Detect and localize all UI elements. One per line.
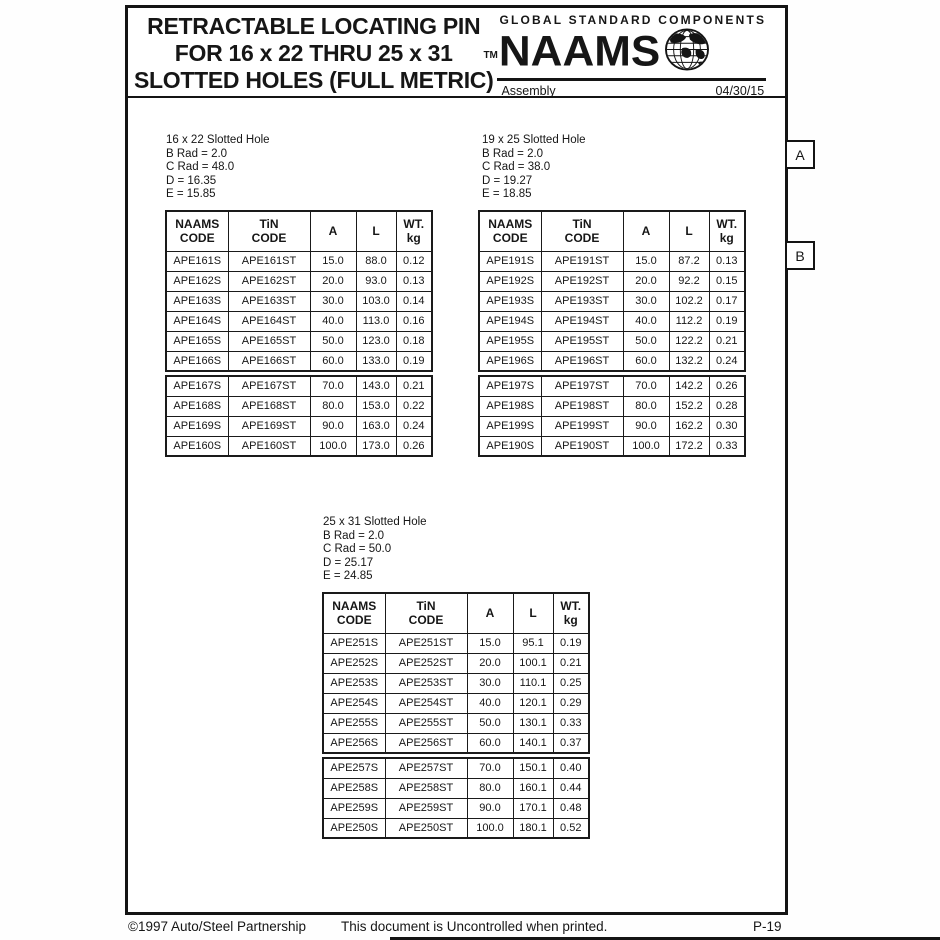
table-row	[166, 436, 432, 456]
table-cell: 0.22	[396, 396, 432, 416]
table-row	[166, 311, 432, 331]
table-cell: 0.16	[396, 311, 432, 331]
table-cell: 15.0	[623, 251, 669, 271]
column-header-tin-code: TiN CODE	[228, 211, 310, 251]
table-cell: APE166ST	[228, 351, 310, 371]
table-row	[479, 351, 745, 371]
table-cell: APE250ST	[385, 818, 467, 838]
table-cell: APE160ST	[228, 436, 310, 456]
table-cell: APE195S	[479, 331, 541, 351]
globe-icon	[664, 28, 710, 76]
table-cell: APE195ST	[541, 331, 623, 351]
table-cell: 70.0	[310, 376, 356, 396]
column-header-wt-kg: WT. kg	[709, 211, 745, 251]
table-cell: APE165S	[166, 331, 228, 351]
table-cell: 0.48	[553, 798, 589, 818]
table-cell: APE254S	[323, 693, 385, 713]
note-line: 19 x 25 Slotted Hole	[482, 134, 586, 146]
table-cell: 0.18	[396, 331, 432, 351]
table-cell: 150.1	[513, 758, 553, 778]
table-cell: 100.1	[513, 653, 553, 673]
table-cell: 0.21	[553, 653, 589, 673]
table-row	[323, 673, 589, 693]
table-cell: APE255S	[323, 713, 385, 733]
table-cell: APE258ST	[385, 778, 467, 798]
table-cell: 0.24	[709, 351, 745, 371]
table-cell: 60.0	[623, 351, 669, 371]
table-cell: 112.2	[669, 311, 709, 331]
table-cell: 50.0	[467, 713, 513, 733]
table-cell: APE194S	[479, 311, 541, 331]
table-cell: APE196S	[479, 351, 541, 371]
page-title	[128, 8, 493, 96]
table-cell: APE256S	[323, 733, 385, 753]
table-cell: 0.13	[396, 271, 432, 291]
table-row	[166, 416, 432, 436]
table-cell: APE258S	[323, 778, 385, 798]
brand-name: NAAMS	[498, 27, 661, 75]
table-cell: 132.2	[669, 351, 709, 371]
table-cell: 170.1	[513, 798, 553, 818]
brand-block	[483, 10, 767, 98]
note-line: B Rad = 2.0	[166, 147, 228, 160]
table-cell: 20.0	[467, 653, 513, 673]
table-cell: APE253ST	[385, 673, 467, 693]
column-header-l: L	[513, 593, 553, 633]
table-cell: 0.40	[553, 758, 589, 778]
table-cell: APE192ST	[541, 271, 623, 291]
table-row	[479, 291, 745, 311]
note-line: E = 18.85	[482, 188, 532, 201]
table-row	[166, 396, 432, 416]
column-header-wt-kg: WT. kg	[553, 593, 589, 633]
table-cell: 20.0	[310, 271, 356, 291]
table-cell: APE256ST	[385, 733, 467, 753]
table-row	[323, 693, 589, 713]
table-cell: 160.1	[513, 778, 553, 798]
table-cell: 0.12	[396, 251, 432, 271]
table-cell: 110.1	[513, 673, 553, 693]
note-line: B Rad = 2.0	[482, 147, 544, 160]
table-row	[166, 271, 432, 291]
table-cell: 0.13	[709, 251, 745, 271]
column-header-naams-code: NAAMS CODE	[166, 211, 228, 251]
table-cell: 130.1	[513, 713, 553, 733]
table-cell: APE161ST	[228, 251, 310, 271]
table-cell: 163.0	[356, 416, 396, 436]
table-cell: 70.0	[623, 376, 669, 396]
table-row	[479, 396, 745, 416]
table-cell: 40.0	[310, 311, 356, 331]
column-header-naams-code: NAAMS CODE	[479, 211, 541, 251]
title-line-3: SLOTTED HOLES (FULL METRIC)	[134, 66, 494, 93]
table-cell: 50.0	[623, 331, 669, 351]
table-cell: APE251S	[323, 633, 385, 653]
notes-25x31	[323, 516, 427, 584]
column-header-naams-code: NAAMS CODE	[323, 593, 385, 633]
table-cell: 173.0	[356, 436, 396, 456]
table-cell: 100.0	[623, 436, 669, 456]
table-cell: APE165ST	[228, 331, 310, 351]
table-cell: APE198ST	[541, 396, 623, 416]
table-cell: APE250S	[323, 818, 385, 838]
table-cell: 20.0	[623, 271, 669, 291]
table-cell: APE161S	[166, 251, 228, 271]
table-cell: APE192S	[479, 271, 541, 291]
margin-label-b-text: B	[795, 247, 805, 264]
table-cell: 0.15	[709, 271, 745, 291]
table-cell: 90.0	[623, 416, 669, 436]
table-cell: APE168ST	[228, 396, 310, 416]
table-cell: 40.0	[467, 693, 513, 713]
table-cell: APE259ST	[385, 798, 467, 818]
table-cell: 88.0	[356, 251, 396, 271]
table-cell: APE193S	[479, 291, 541, 311]
table-cell: 87.2	[669, 251, 709, 271]
footer-copyright: ©1997 Auto/Steel Partnership	[128, 919, 307, 934]
table-row	[323, 758, 589, 778]
note-line: C Rad = 50.0	[323, 543, 392, 556]
trademark-symbol: TM	[483, 50, 498, 61]
table-cell: APE198S	[479, 396, 541, 416]
table-cell: 0.19	[396, 351, 432, 371]
table-cell: 0.17	[709, 291, 745, 311]
table-row	[479, 436, 745, 456]
footer-notice: This document is Uncontrolled when printed.	[341, 919, 608, 934]
table-cell: 0.25	[553, 673, 589, 693]
note-line: C Rad = 48.0	[166, 161, 235, 174]
table-cell: 80.0	[623, 396, 669, 416]
table-cell: APE259S	[323, 798, 385, 818]
table-cell: 122.2	[669, 331, 709, 351]
table-cell: APE257S	[323, 758, 385, 778]
table-cell: APE254ST	[385, 693, 467, 713]
table-cell: 0.37	[553, 733, 589, 753]
table-cell: APE163ST	[228, 291, 310, 311]
table-row	[479, 376, 745, 396]
table-cell: 15.0	[310, 251, 356, 271]
table-cell: APE194ST	[541, 311, 623, 331]
table-cell: 0.26	[709, 376, 745, 396]
table-cell: 153.0	[356, 396, 396, 416]
notes-19x25	[482, 134, 586, 202]
table-cell: 113.0	[356, 311, 396, 331]
table-cell: 95.1	[513, 633, 553, 653]
header	[128, 8, 785, 98]
table-cell: 80.0	[467, 778, 513, 798]
table-cell: 0.33	[709, 436, 745, 456]
table-cell: 30.0	[310, 291, 356, 311]
table-cell: 60.0	[310, 351, 356, 371]
table-row	[166, 351, 432, 371]
table-cell: 92.2	[669, 271, 709, 291]
table-cell: APE199S	[479, 416, 541, 436]
table-row	[323, 818, 589, 838]
table-cell: 40.0	[623, 311, 669, 331]
table-cell: APE196ST	[541, 351, 623, 371]
table-cell: 30.0	[467, 673, 513, 693]
table-cell: 123.0	[356, 331, 396, 351]
table-cell: 152.2	[669, 396, 709, 416]
brand-meta-row	[497, 81, 766, 98]
table-cell: 0.14	[396, 291, 432, 311]
table-cell: 0.21	[709, 331, 745, 351]
table-cell: APE197ST	[541, 376, 623, 396]
table-cell: 142.2	[669, 376, 709, 396]
table-row	[323, 798, 589, 818]
table-cell: 140.1	[513, 733, 553, 753]
table-cell: 93.0	[356, 271, 396, 291]
table-header-row	[479, 211, 745, 251]
table-row	[166, 291, 432, 311]
table-cell: 80.0	[310, 396, 356, 416]
table-cell: 90.0	[310, 416, 356, 436]
table-cell: APE255ST	[385, 713, 467, 733]
table-row	[323, 778, 589, 798]
table-row	[479, 271, 745, 291]
table-cell: 0.29	[553, 693, 589, 713]
table-row	[323, 713, 589, 733]
table-cell: APE257ST	[385, 758, 467, 778]
table-cell: 162.2	[669, 416, 709, 436]
table-cell: 0.28	[709, 396, 745, 416]
column-header-tin-code: TiN CODE	[385, 593, 467, 633]
note-line: D = 25.17	[323, 556, 374, 569]
table-cell: APE193ST	[541, 291, 623, 311]
note-line: E = 15.85	[166, 188, 216, 201]
note-line: C Rad = 38.0	[482, 161, 551, 174]
table-cell: APE164S	[166, 311, 228, 331]
table-row	[166, 376, 432, 396]
table-header-row	[323, 593, 589, 633]
table-cell: APE167S	[166, 376, 228, 396]
margin-label-a-text: A	[795, 146, 805, 163]
table-cell: APE169ST	[228, 416, 310, 436]
assembly-label: Assembly	[501, 84, 556, 98]
table-row	[323, 633, 589, 653]
title-line-2: FOR 16 x 22 THRU 25 x 31	[174, 39, 453, 66]
table-cell: 60.0	[467, 733, 513, 753]
spec-table-25x31	[322, 592, 588, 839]
table-cell: 0.26	[396, 436, 432, 456]
table-cell: 0.30	[709, 416, 745, 436]
table-row	[166, 251, 432, 271]
table-cell: 172.2	[669, 436, 709, 456]
table-cell: APE168S	[166, 396, 228, 416]
column-header-tin-code: TiN CODE	[541, 211, 623, 251]
table-cell: APE191S	[479, 251, 541, 271]
table-cell: APE252ST	[385, 653, 467, 673]
notes-16x22	[166, 134, 270, 202]
table-cell: APE190S	[479, 436, 541, 456]
table-cell: 15.0	[467, 633, 513, 653]
table-cell: 0.21	[396, 376, 432, 396]
table-cell: 0.52	[553, 818, 589, 838]
note-line: 16 x 22 Slotted Hole	[166, 134, 270, 146]
table-cell: APE251ST	[385, 633, 467, 653]
footer-page-number: P-19	[753, 919, 782, 934]
table-cell: APE167ST	[228, 376, 310, 396]
table-cell: 0.24	[396, 416, 432, 436]
table-cell: 30.0	[623, 291, 669, 311]
column-header-l: L	[356, 211, 396, 251]
column-header-l: L	[669, 211, 709, 251]
table-cell: 0.44	[553, 778, 589, 798]
table-cell: APE197S	[479, 376, 541, 396]
revision-date: 04/30/15	[715, 84, 765, 98]
table-cell: APE191ST	[541, 251, 623, 271]
table-cell: 90.0	[467, 798, 513, 818]
table-cell: 0.33	[553, 713, 589, 733]
margin-label-b	[785, 241, 815, 270]
table-cell: APE163S	[166, 291, 228, 311]
title-line-1: RETRACTABLE LOCATING PIN	[147, 12, 481, 39]
brand-tagline: GLOBAL STANDARD COMPONENTS	[499, 13, 767, 27]
table-cell: APE199ST	[541, 416, 623, 436]
table-row	[479, 311, 745, 331]
table-row	[166, 331, 432, 351]
table-cell: 70.0	[467, 758, 513, 778]
table-cell: 120.1	[513, 693, 553, 713]
table-cell: APE169S	[166, 416, 228, 436]
note-line: D = 16.35	[166, 174, 217, 187]
table-cell: 143.0	[356, 376, 396, 396]
note-line: B Rad = 2.0	[323, 529, 385, 542]
table-cell: APE164ST	[228, 311, 310, 331]
table-cell: APE162S	[166, 271, 228, 291]
table-row	[323, 733, 589, 753]
spec-table-19x25	[478, 210, 744, 457]
table-cell: 133.0	[356, 351, 396, 371]
table-row	[323, 653, 589, 673]
table-cell: 0.19	[709, 311, 745, 331]
table-cell: 50.0	[310, 331, 356, 351]
table-cell: APE166S	[166, 351, 228, 371]
table-cell: 103.0	[356, 291, 396, 311]
column-header-a: A	[310, 211, 356, 251]
table-row	[479, 251, 745, 271]
column-header-a: A	[623, 211, 669, 251]
table-cell: 100.0	[310, 436, 356, 456]
table-cell: APE162ST	[228, 271, 310, 291]
table-header-row	[166, 211, 432, 251]
brand-logo-row	[483, 27, 766, 81]
table-cell: APE190ST	[541, 436, 623, 456]
table-row	[479, 331, 745, 351]
table-cell: 180.1	[513, 818, 553, 838]
table-row	[479, 416, 745, 436]
table-cell: APE253S	[323, 673, 385, 693]
table-cell: 102.2	[669, 291, 709, 311]
note-line: 25 x 31 Slotted Hole	[323, 516, 427, 528]
table-cell: 0.19	[553, 633, 589, 653]
table-cell: APE252S	[323, 653, 385, 673]
spec-table-16x22	[165, 210, 431, 457]
note-line: D = 19.27	[482, 174, 533, 187]
note-line: E = 24.85	[323, 570, 373, 583]
column-header-a: A	[467, 593, 513, 633]
margin-label-a	[785, 140, 815, 169]
table-cell: APE160S	[166, 436, 228, 456]
table-cell: 100.0	[467, 818, 513, 838]
column-header-wt-kg: WT. kg	[396, 211, 432, 251]
